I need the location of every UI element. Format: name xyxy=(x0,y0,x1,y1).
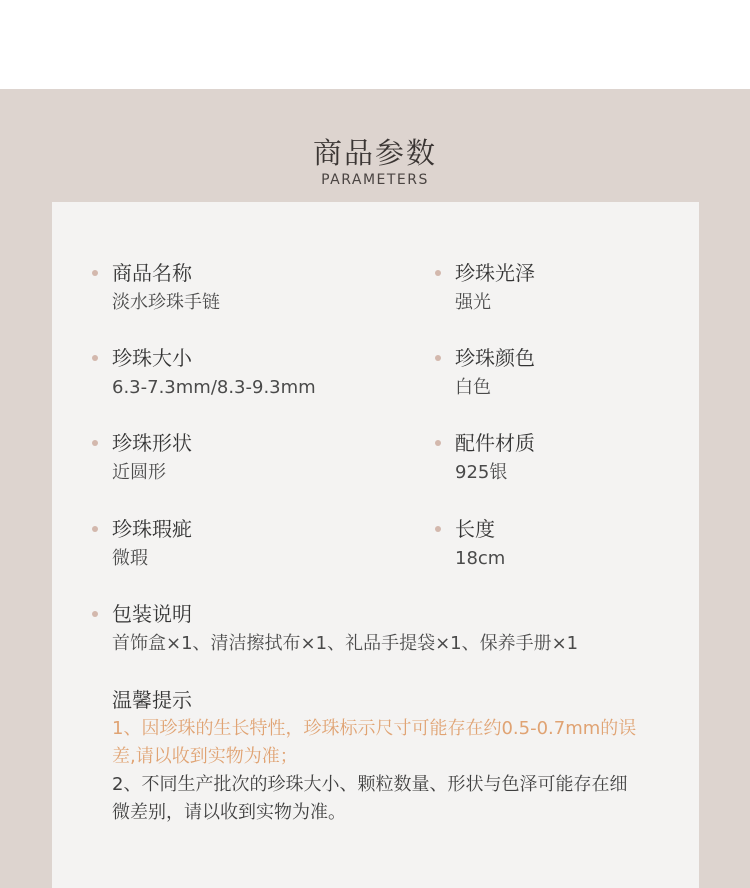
param-length xyxy=(455,516,505,572)
param-accessory-material xyxy=(455,430,535,486)
param-label: 珍珠光泽 xyxy=(455,261,535,285)
param-value: 18cm xyxy=(455,548,506,569)
bullet-icon xyxy=(92,440,98,446)
param-pearl-size xyxy=(112,345,316,401)
param-value: 强光 xyxy=(455,292,491,313)
param-value: 首饰盒×1、清洁擦拭布×1、礼品手提袋×1、保养手册×1 xyxy=(112,633,579,654)
param-label: 配件材质 xyxy=(455,431,535,455)
bullet-icon xyxy=(92,355,98,361)
bullet-icon xyxy=(92,526,98,532)
param-product-name xyxy=(112,260,220,316)
param-label: 包装说明 xyxy=(112,602,192,626)
section-title: 商品参数 xyxy=(312,136,437,170)
section-subtitle: PARAMETERS xyxy=(321,172,429,188)
tips-label: 温馨提示 xyxy=(112,688,192,712)
bullet-icon xyxy=(435,270,441,276)
bullet-icon xyxy=(92,270,98,276)
param-pearl-shape xyxy=(112,430,192,486)
param-value: 微瑕 xyxy=(112,548,148,569)
param-value: 白色 xyxy=(455,377,491,398)
param-label: 珍珠大小 xyxy=(112,346,192,370)
bullet-icon xyxy=(435,440,441,446)
param-label: 珍珠形状 xyxy=(112,431,192,455)
param-value: 近圆形 xyxy=(112,462,166,483)
param-value: 淡水珍珠手链 xyxy=(112,292,220,313)
param-pearl-luster xyxy=(455,260,535,316)
param-value: 6.3-7.3mm/8.3-9.3mm xyxy=(112,377,316,398)
param-label: 珍珠颜色 xyxy=(455,346,535,370)
param-pearl-flaws xyxy=(112,516,192,572)
param-packaging xyxy=(112,601,578,657)
tip-item-1: 1、因珍珠的生长特性，珍珠标示尺寸可能存在约0.5-0.7mm的误差,请以收到实物为准； xyxy=(112,718,637,767)
tip-item-2: 2、不同生产批次的珍珠大小、颗粒数量、形状与色泽可能存在细微差别，请以收到实物为准。 xyxy=(112,774,628,823)
warm-tips xyxy=(112,687,642,827)
param-value: 925银 xyxy=(455,462,508,483)
param-label: 珍珠瑕疵 xyxy=(112,517,192,541)
param-pearl-color xyxy=(455,345,535,401)
bullet-icon xyxy=(92,611,98,617)
bullet-icon xyxy=(435,355,441,361)
param-label: 商品名称 xyxy=(112,261,192,285)
param-label: 长度 xyxy=(455,517,495,541)
bullet-icon xyxy=(435,526,441,532)
